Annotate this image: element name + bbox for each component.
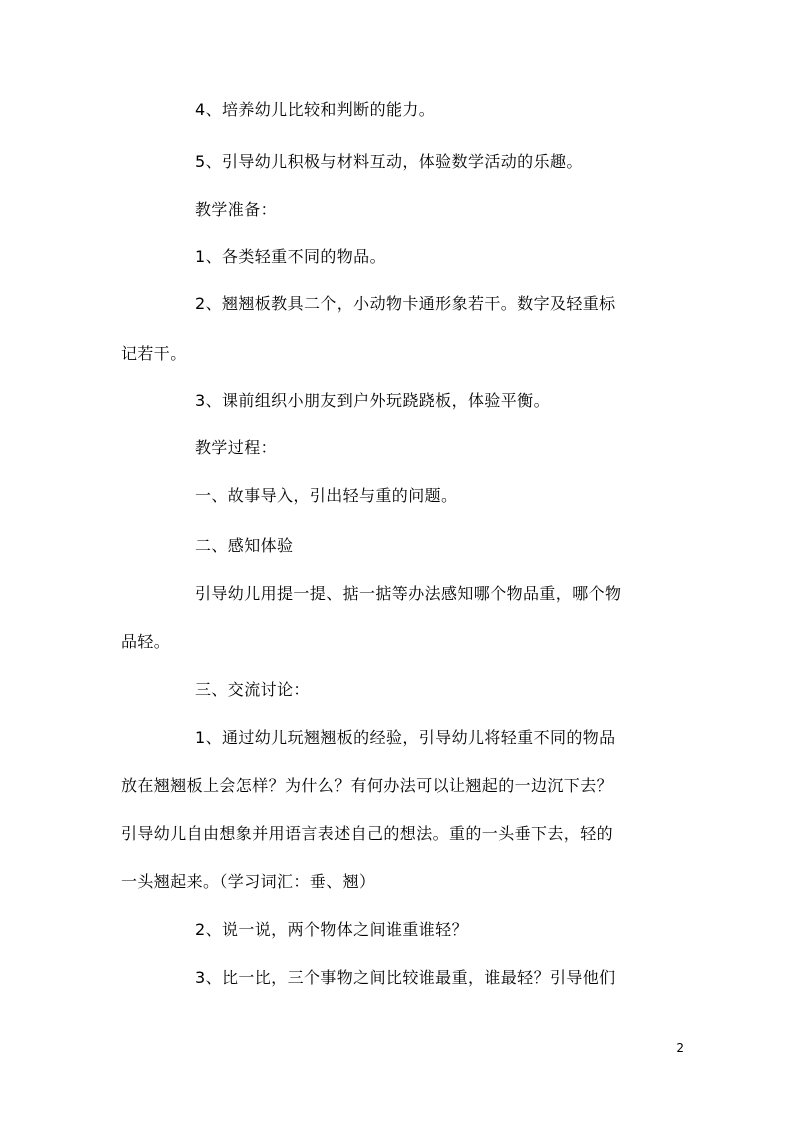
paragraph-line: 三、交流讨论： (195, 680, 310, 699)
paragraph-line: 3、比一比，三个事物之间比较谁最重，谁最轻？引导他们 (195, 968, 616, 987)
paragraph-line: 一、故事导入，引出轻与重的问题。 (195, 486, 458, 505)
page-number: 2 (676, 1041, 684, 1055)
paragraph-line: 1、各类轻重不同的物品。 (195, 247, 386, 266)
paragraph-line: 引导幼儿自由想象并用语言表述自己的想法。重的一头垂下去，轻的 (121, 824, 614, 843)
paragraph-line: 3、课前组织小朋友到户外玩跷跷板，体验平衡。 (195, 391, 550, 410)
paragraph-line: 引导幼儿用提一提、掂一掂等办法感知哪个物品重，哪个物 (195, 584, 622, 603)
paragraph-line: 放在翘翘板上会怎样？为什么？有何办法可以让翘起的一边沉下去？ (121, 776, 614, 795)
paragraph-line: 品轻。 (121, 632, 171, 651)
paragraph-line: 4、培养幼儿比较和判断的能力。 (195, 100, 436, 119)
paragraph-line: 一头翘起来。（学习词汇：垂、翘） (121, 872, 376, 891)
section-heading: 教学过程： (195, 438, 278, 457)
paragraph-line: 记若干。 (121, 344, 187, 363)
paragraph-line: 2、翘翘板教具二个，小动物卡通形象若干。数字及轻重标 (195, 294, 616, 313)
section-heading: 教学准备： (195, 200, 278, 219)
paragraph-line: 二、感知体验 (195, 536, 294, 555)
paragraph-line: 1、通过幼儿玩翘翘板的经验，引导幼儿将轻重不同的物品 (195, 728, 616, 747)
paragraph-line: 2、说一说，两个物体之间谁重谁轻？ (195, 920, 468, 939)
paragraph-line: 5、引导幼儿积极与材料互动，体验数学活动的乐趣。 (195, 152, 583, 171)
